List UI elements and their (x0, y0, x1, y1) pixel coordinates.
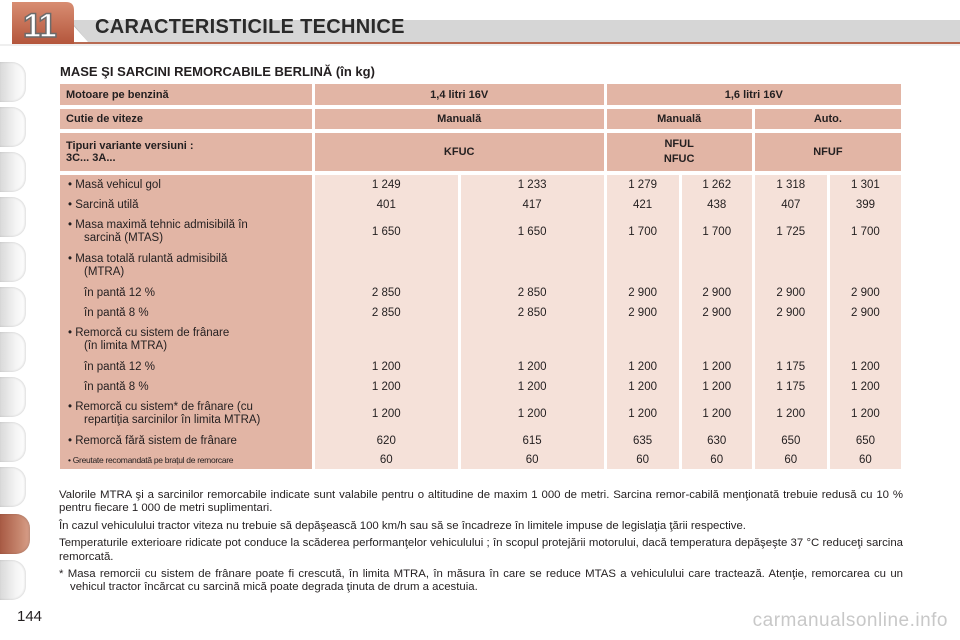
row-label (60, 431, 312, 451)
row-label-text-cont: sarcină (MTAS) (84, 232, 164, 244)
row-value: 1 200 (315, 397, 458, 431)
table-row (60, 357, 901, 377)
row-label-text: • Masa maximă tehnic admisibilă în (68, 219, 248, 231)
row-value: 2 850 (315, 283, 458, 303)
chapter-tab-active[interactable] (0, 514, 30, 554)
table-row (60, 431, 901, 451)
row-value (315, 249, 458, 283)
variants-col-c: NFUF (755, 133, 901, 171)
chapter-tab[interactable] (0, 422, 26, 462)
variants-col-b-line2: NFUC (663, 153, 695, 165)
row-value: 2 900 (682, 283, 752, 303)
row-value: 1 249 (315, 175, 458, 195)
row-value: 399 (830, 195, 901, 215)
variants-col-b (607, 133, 752, 171)
row-value: 60 (607, 451, 679, 469)
chapter-number: 11 (23, 7, 55, 45)
row-label-text: • Masa totală rulantă admisibilă (68, 253, 228, 265)
watermark: carmanualsonline.info (752, 610, 948, 631)
row-value: 2 850 (461, 283, 604, 303)
row-value: 1 200 (461, 377, 604, 397)
variants-col-a: KFUC (315, 133, 604, 171)
row-label-text-cont: (MTRA) (84, 266, 125, 278)
row-value: 1 200 (315, 377, 458, 397)
row-label-text: • Remorcă cu sistem de frânare (68, 327, 230, 339)
table-row (60, 283, 901, 303)
section-heading: MASE ŞI SARCINI REMORCABILE BERLINĂ (în kg) (60, 64, 375, 79)
row-value: 417 (461, 195, 604, 215)
row-value: 60 (461, 451, 604, 469)
row-value: 1 200 (607, 397, 679, 431)
row-value: 1 700 (830, 215, 901, 249)
row-label-text: • Masă vehicul gol (68, 178, 161, 191)
row-value (607, 323, 679, 357)
row-value: 2 900 (682, 303, 752, 323)
row-value: 1 700 (607, 215, 679, 249)
row-value: 1 200 (830, 357, 901, 377)
row-value: 2 900 (755, 303, 827, 323)
gearbox-col-a: Manuală (315, 109, 604, 129)
row-label (60, 283, 312, 303)
row-value: 60 (682, 451, 752, 469)
row-value: 615 (461, 431, 604, 451)
row-value: 2 900 (830, 303, 901, 323)
row-value (607, 249, 679, 283)
chapter-tabs (0, 62, 30, 602)
variants-label (60, 133, 312, 171)
row-label (60, 377, 312, 397)
row-value: 1 301 (830, 175, 901, 195)
chapter-tab[interactable] (0, 197, 26, 237)
row-value: 635 (607, 431, 679, 451)
chapter-tab[interactable] (0, 242, 26, 282)
row-value: 1 200 (315, 357, 458, 377)
gearbox-label: Cutie de viteze (60, 109, 312, 129)
row-value: 401 (315, 195, 458, 215)
table-row (60, 215, 901, 249)
row-value: 1 650 (461, 215, 604, 249)
row-value: 1 175 (755, 357, 827, 377)
row-value: 630 (682, 431, 752, 451)
table-body (60, 175, 901, 469)
row-value: 1 200 (607, 357, 679, 377)
row-label (60, 215, 312, 249)
row-label-text: în pantă 8 % (84, 306, 149, 319)
row-value: 438 (682, 195, 752, 215)
notes (59, 489, 903, 599)
row-value (755, 249, 827, 283)
row-value (682, 249, 752, 283)
chapter-tab[interactable] (0, 152, 26, 192)
row-value: 1 233 (461, 175, 604, 195)
row-value: 421 (607, 195, 679, 215)
table-row (60, 397, 901, 431)
table-row (60, 195, 901, 215)
chapter-tab[interactable] (0, 332, 26, 372)
table-row (60, 249, 901, 283)
row-value: 1 318 (755, 175, 827, 195)
row-value: 1 200 (682, 357, 752, 377)
row-label-text: • Remorcă fără sistem de frânare (68, 434, 237, 447)
engine-row (60, 84, 901, 105)
row-value (682, 323, 752, 357)
row-value: 60 (315, 451, 458, 469)
table-row (60, 323, 901, 357)
engine-col-a: 1,4 litri 16V (315, 84, 604, 105)
table-row (60, 451, 901, 469)
row-value: 2 900 (830, 283, 901, 303)
chapter-tab[interactable] (0, 377, 26, 417)
gearbox-col-b: Manuală (607, 109, 752, 129)
chapter-tab[interactable] (0, 467, 26, 507)
row-value: 60 (755, 451, 827, 469)
note-speed: În cazul vehiculului tractor viteza nu trebuie să depăşească 100 km/h sau să se încadreze în limitele impuse de legislaţia ţării respective. (59, 519, 746, 532)
row-label-text: în pantă 8 % (84, 380, 149, 393)
note-temperature: Temperaturile exterioare ridicate pot conduce la scăderea performanţelor vehiculului ; în scopul protejării motorului, dacă temperatura depăşeşte 37 °C reduceţi sarcina remorcată. (59, 537, 903, 563)
engine-label: Motoare pe benzină (60, 84, 312, 105)
row-value (461, 323, 604, 357)
page-number: 144 (17, 608, 43, 625)
chapter-title: CARACTERISTICILE TECHNICE (95, 16, 405, 38)
table-row (60, 303, 901, 323)
chapter-tab[interactable] (0, 560, 26, 600)
row-label-text: • Greutate recomandată pe braţul de remorcare (68, 454, 234, 465)
row-value: 2 900 (755, 283, 827, 303)
variants-label-line1: Tipuri variante versiuni : (66, 140, 194, 152)
row-value: 1 200 (607, 377, 679, 397)
row-label-text-cont: (în limita MTRA) (84, 340, 168, 352)
chapter-tab[interactable] (0, 62, 26, 102)
row-label (60, 397, 312, 431)
row-value: 407 (755, 195, 827, 215)
row-label (60, 175, 312, 195)
table-row (60, 175, 901, 195)
row-value (830, 249, 901, 283)
row-value: 60 (830, 451, 901, 469)
gearbox-row (60, 109, 901, 129)
row-value: 1 262 (682, 175, 752, 195)
row-label-text: în pantă 12 % (84, 360, 155, 373)
row-value: 2 850 (315, 303, 458, 323)
row-label-text-cont: repartiţia sarcinilor în limita MTRA) (84, 414, 261, 426)
row-value: 1 200 (682, 397, 752, 431)
row-label (60, 195, 312, 215)
row-label (60, 451, 312, 469)
row-label (60, 357, 312, 377)
row-value: 1 200 (461, 357, 604, 377)
row-value: 2 900 (607, 303, 679, 323)
row-value: 1 200 (682, 377, 752, 397)
chapter-header (0, 0, 960, 46)
row-label (60, 249, 312, 283)
chapter-tab[interactable] (0, 287, 26, 327)
chapter-tab[interactable] (0, 107, 26, 147)
note-footnote: * Masa remorcii cu sistem de frânare poate fi crescută, în limita MTRA, în măsura în care se reduce MTAS a vehiculului care tractează. Atenţie, remorcarea cu un vehicul tractor încărcat cu sarcină mică poate degrada ţinuta de drum a acestuia. (59, 568, 903, 594)
row-label (60, 323, 312, 357)
row-value: 1 175 (755, 377, 827, 397)
row-value: 1 200 (830, 397, 901, 431)
row-value: 1 700 (682, 215, 752, 249)
row-value: 650 (830, 431, 901, 451)
row-value: 650 (755, 431, 827, 451)
row-value: 1 279 (607, 175, 679, 195)
row-value (315, 323, 458, 357)
gearbox-col-c: Auto. (755, 109, 901, 129)
row-value (830, 323, 901, 357)
row-label-text: în pantă 12 % (84, 286, 155, 299)
row-value: 1 200 (830, 377, 901, 397)
row-value: 2 850 (461, 303, 604, 323)
row-label (60, 303, 312, 323)
row-value: 1 200 (755, 397, 827, 431)
row-label-text: • Sarcină utilă (68, 198, 139, 211)
row-value: 1 725 (755, 215, 827, 249)
row-value: 1 200 (461, 397, 604, 431)
note-altitude: Valorile MTRA şi a sarcinilor remorcabile indicate sunt valabile pentru o altitudine de maxim 1 000 de metri. Sarcina remor-cabilă menţionată trebuie redusă cu 10 % pentru fiecare 1 000 de metri suplimentari. (59, 489, 903, 515)
variants-row (60, 133, 901, 171)
row-value: 2 900 (607, 283, 679, 303)
row-value (755, 323, 827, 357)
row-value (461, 249, 604, 283)
towing-weights-table (57, 84, 904, 469)
row-label-text: • Remorcă cu sistem* de frânare (cu (68, 401, 253, 413)
row-value: 1 650 (315, 215, 458, 249)
table-row (60, 377, 901, 397)
variants-label-line2: 3C... 3A... (66, 152, 116, 164)
row-value: 620 (315, 431, 458, 451)
engine-col-b: 1,6 litri 16V (607, 84, 901, 105)
variants-col-b-line1: NFUL (664, 138, 694, 150)
